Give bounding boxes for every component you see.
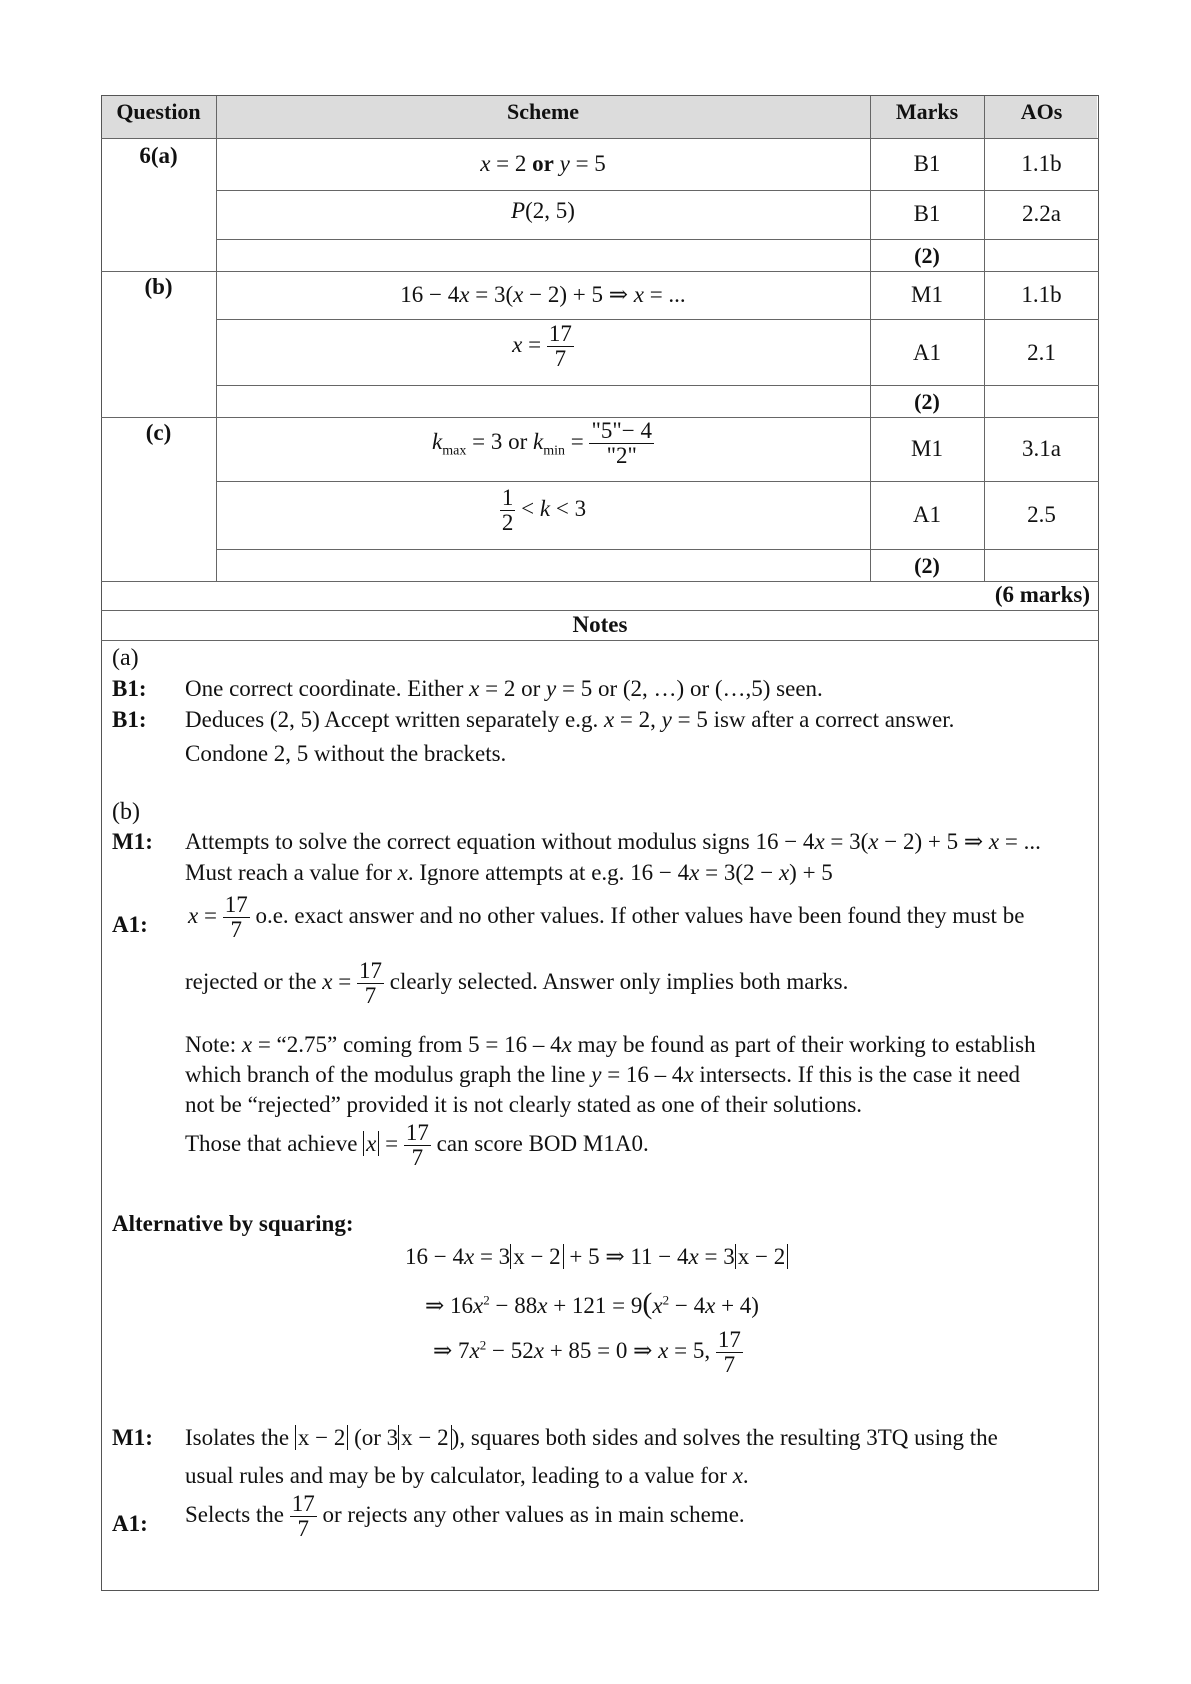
part-b-label: (b) xyxy=(144,274,173,299)
notes-b-note1: Note: x = “2.75” coming from 5 = 16 – 4x may be found as part of their working to establish xyxy=(185,1032,1036,1057)
alt-line1: 16 − 4x = 3 x − 2 + 5 ⇒ 11 − 4x = 3 x − 2 xyxy=(405,1244,788,1270)
rule xyxy=(216,190,1099,191)
modulus: x − 2 xyxy=(295,1425,348,1450)
alt-a1-label: A1: xyxy=(112,1511,148,1536)
fraction: $\frac{17}{7}$ xyxy=(717,1327,741,1378)
mark-b1: M1 xyxy=(911,282,943,307)
modulus: x − 2 xyxy=(510,1244,563,1269)
mark-c2: A1 xyxy=(912,502,942,527)
rule xyxy=(216,481,1099,482)
notes-a-b2-line2: Condone 2, 5 without the brackets. xyxy=(185,741,507,766)
fraction: $\frac{17}{7}$ xyxy=(291,1491,315,1542)
fraction: $\frac{17}{7}$ xyxy=(224,892,248,943)
modulus: x xyxy=(363,1131,379,1156)
ao-c1: 3.1a xyxy=(1022,436,1061,461)
modulus: x − 2 xyxy=(735,1244,788,1269)
rule xyxy=(101,610,1099,611)
rule xyxy=(216,385,1099,386)
notes-a-b2: Deduces (2, 5) Accept written separately e.g. x = 2, y = 5 isw after a correct answer. xyxy=(185,707,955,732)
modulus: x − 2 xyxy=(398,1425,451,1450)
notes-b-note3: not be “rejected” provided it is not clearly stated as one of their solutions. xyxy=(185,1092,863,1117)
notes-b-note2: which branch of the modulus graph the line y = 16 – 4x intersects. If this is the case it need xyxy=(185,1062,1021,1087)
notes-b-m1: Attempts to solve the correct equation without modulus signs 16 − 4x = 3(x − 2) + 5 ⇒ x = ... xyxy=(185,829,1041,854)
mark-b2: A1 xyxy=(912,340,942,365)
mark-c1: M1 xyxy=(911,436,943,461)
fraction: $\frac{17}{7}$ xyxy=(405,1120,429,1171)
rule xyxy=(216,239,1099,240)
notes-b-head: (b) xyxy=(112,799,140,825)
rule xyxy=(101,271,1099,272)
notes-a-head: (a) xyxy=(112,645,139,671)
total-c: (2) xyxy=(914,553,940,578)
fraction: $\frac{17}{7}$ xyxy=(548,321,572,372)
notes-title: Notes xyxy=(572,612,628,637)
scheme-b1: 16 − 4x = 3(x − 2) + 5 ⇒ x = ... xyxy=(400,282,686,307)
part-c-label: (c) xyxy=(145,420,172,445)
fraction: $\frac{"5"- 4}{"2"}$ xyxy=(591,418,652,469)
header-question: Question xyxy=(116,99,201,124)
notes-b-a1: x = $\frac{17}{7}$ o.e. exact answer and no other values. If other values have been found they must be xyxy=(188,892,1025,943)
scheme-b2: x = $\frac{17}{7}$ xyxy=(512,321,572,372)
total-marks: (6 marks) xyxy=(994,582,1090,607)
alt-m1-label: M1: xyxy=(112,1425,153,1450)
alt-a1: Selects the $\frac{17}{7}$ or rejects any other values as in main scheme. xyxy=(185,1491,745,1542)
notes-b-a1-line2: rejected or the x = $\frac{17}{7}$ clearly selected. Answer only implies both marks. xyxy=(185,958,849,1009)
total-a: (2) xyxy=(914,243,940,268)
fraction: $\frac{17}{7}$ xyxy=(358,958,382,1009)
ao-a2: 2.2a xyxy=(1022,201,1061,226)
alt-line3: ⇒ $7x^2 - 52x + 85 = 0$ ⇒ x = 5, $\frac{17}{7}$ xyxy=(433,1327,741,1378)
part-a-label: 6(a) xyxy=(139,143,178,168)
alt-title: Alternative by squaring: xyxy=(112,1211,354,1236)
scheme-c1: $k_{max} = 3$ or $k_{min}$ = $\frac{"5"- 4}{"2"}$ xyxy=(432,418,652,469)
ao-a1: 1.1b xyxy=(1021,151,1062,176)
ao-c2: 2.5 xyxy=(1027,502,1056,527)
scheme-a1: x = 2 or y = 5 xyxy=(480,151,606,176)
total-b: (2) xyxy=(914,389,940,414)
rule xyxy=(101,640,1099,641)
notes-b-m1-line2: Must reach a value for x. Ignore attempts at e.g. 16 − 4x = 3(2 − x) + 5 xyxy=(185,860,833,885)
rule xyxy=(216,319,1099,320)
scheme-c2: $\frac{1}{2}$ < k < 3 xyxy=(501,485,587,536)
fraction: $\frac{1}{2}$ xyxy=(501,485,514,536)
notes-a-b1: One correct coordinate. Either x = 2 or y = 5 or (2, …) or (…,5) seen. xyxy=(185,676,823,701)
mark-a2: B1 xyxy=(913,201,941,226)
scheme-a2: P(2, 5) xyxy=(511,198,575,223)
alt-m1: Isolates the x − 2 (or 3 x − 2 ), squares both sides and solves the resulting 3TQ using the xyxy=(185,1425,998,1450)
notes-b-m1-label: M1: xyxy=(112,829,153,854)
alt-m1-line2: usual rules and may be by calculator, leading to a value for x. xyxy=(185,1463,749,1488)
rule xyxy=(101,581,1099,582)
mark-a1: B1 xyxy=(913,151,941,176)
header-scheme: Scheme xyxy=(506,99,580,124)
notes-b-note4: Those that achieve x = $\frac{17}{7}$ can score BOD M1A0. xyxy=(185,1120,649,1171)
rule xyxy=(216,549,1099,550)
alt-line2: ⇒ $16x^2 - 88x + 121 = 9(x^2 - 4x + 4)$ xyxy=(425,1287,759,1320)
header-marks: Marks xyxy=(895,99,959,124)
ao-b1: 1.1b xyxy=(1021,282,1062,307)
notes-a-b1-label: B1: xyxy=(112,676,147,701)
notes-b-a1-label: A1: xyxy=(112,912,148,937)
header-aos: AOs xyxy=(1020,99,1063,124)
notes-a-b2-label: B1: xyxy=(112,707,147,732)
ao-b2: 2.1 xyxy=(1027,340,1056,365)
rule xyxy=(101,138,1099,139)
